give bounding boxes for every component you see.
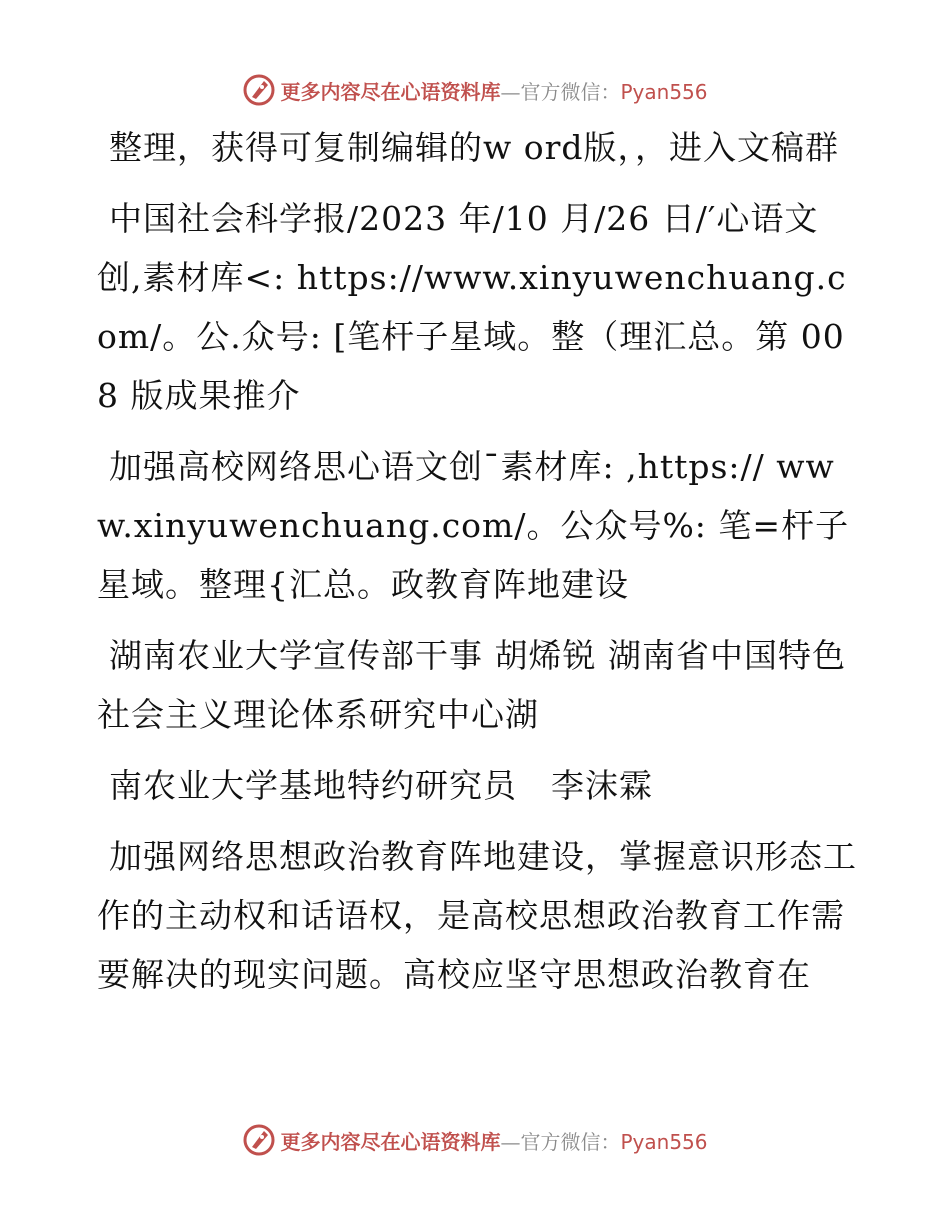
watermark-text	[280, 76, 707, 105]
watermark-main-text: 更多内容尽在心语资料库	[280, 79, 501, 104]
paragraph: 南农业大学基地特约研究员 李沫霖	[109, 766, 653, 805]
watermark-text	[280, 1126, 707, 1155]
watermark-official-label: 官方微信：	[520, 79, 621, 104]
watermark-main-text: 更多内容尽在心语资料库	[280, 1129, 501, 1154]
document-body	[97, 118, 857, 1016]
pen-nib-logo-icon	[242, 1123, 276, 1157]
watermark-official-label: 官方微信：	[520, 1129, 621, 1154]
watermark-brand: Pyan556	[620, 1129, 708, 1154]
paragraph: 湖南农业大学宣传部干事 胡烯锐 湖南省中国特色社会主义理论体系研究中心湖	[97, 636, 846, 734]
pen-nib-logo-icon	[242, 73, 276, 107]
paragraph: 加强高校网络思心语文创¯素材库: ,https:// www.xinyuwenchuang.com/。公众号%: 笔=杆子星域。整理{汇总。政教育阵地建设	[97, 447, 850, 604]
watermark-separator: —	[500, 1129, 521, 1154]
watermark-brand: Pyan556	[620, 79, 708, 104]
paragraph: 中国社会科学报/2023 年/10 月/26 日/′心语文创,素材库<: https://www.xinyuwenchuang.com/。公.众号: [笔杆子星域。整（理汇总。第 008 版成果推介	[97, 199, 847, 415]
header-watermark	[0, 70, 950, 110]
paragraph: 整理，获得可复制编辑的w ord版，，进入文稿群	[109, 128, 840, 167]
watermark-separator: —	[500, 79, 521, 104]
footer-watermark	[0, 1120, 950, 1160]
paragraph: 加强网络思想政治教育阵地建设，掌握意识形态工作的主动权和话语权，是高校思想政治教育工作需要解决的现实问题。高校应坚守思想政治教育在	[97, 837, 857, 994]
